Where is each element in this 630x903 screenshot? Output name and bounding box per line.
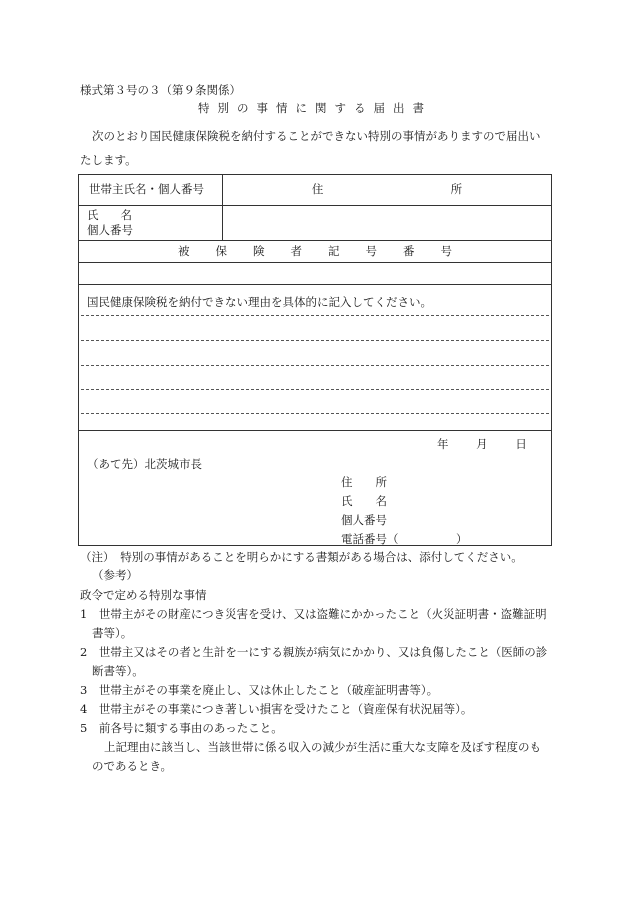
date-month-label: 月 (476, 437, 488, 451)
address-header-b: 所 (450, 182, 463, 197)
signature-area (79, 431, 552, 546)
date-day-label: 日 (515, 437, 527, 451)
reason-label: 国民健康保険税を納付できない理由を具体的に記入してください。 (87, 295, 432, 309)
applicant-phone-label[interactable]: 電話番号（ ） (341, 532, 468, 546)
list-item: 1 世帯主がその財産につき災害を受け、又は盗難にかかったこと（火災証明書・盗難証明書等）。 (80, 607, 547, 640)
reference-label: （参考） (92, 568, 138, 582)
application-form-table (78, 174, 552, 546)
reason-line (81, 315, 549, 316)
insured-number-header: 被保険者記号番号 (79, 241, 552, 263)
address-header (223, 175, 552, 206)
name-label-b: 名 (120, 208, 132, 222)
date-year-label: 年 (437, 437, 449, 451)
reason-line (81, 365, 549, 366)
list-item: 2 世帯主又はその者と生計を一にする親族が病気にかかり、又は負傷したこと（医師の診断書等）。 (80, 645, 548, 678)
name-personal-number-cell (79, 206, 223, 241)
reference-notes (80, 586, 550, 776)
insured-number-input-field[interactable] (79, 263, 552, 285)
intro-text: 次のとおり国民健康保険税を納付することができない特別の事情がありますので届出いたします。 (80, 129, 541, 167)
addressee: （あて先）北茨城市長 (87, 457, 202, 471)
closing-text: 上記理由に該当し、当該世帯に係る収入の減少が生活に重大な支障を及ぼす程度のものであるとき。 (92, 740, 541, 773)
section-title: 政令で定める特別な事情 (80, 588, 207, 602)
list-item: 4 世帯主がその事業につき著しい損害を受けたこと（資産保有状況届等）。 (80, 702, 473, 716)
name-label-a: 氏 (87, 208, 99, 222)
personal-number-label: 個人番号 (87, 223, 133, 237)
address-header-a: 住 (311, 182, 324, 197)
applicant-block (341, 473, 468, 549)
date-field[interactable] (437, 437, 527, 453)
attachment-note: （注） 特別の事情があることを明らかにする書類がある場合は、添付してください。 (80, 550, 523, 564)
list-item: 3 世帯主がその事業を廃止し、又は休止したこと（破産証明書等）。 (80, 683, 439, 697)
form-title: 特別の事情に関する届出書 (198, 101, 432, 115)
householder-name-header: 世帯主氏名・個人番号 (79, 175, 223, 206)
reason-line (81, 413, 549, 414)
address-input-field[interactable] (223, 206, 552, 241)
applicant-name-label[interactable]: 氏 名 (341, 494, 387, 508)
reason-line (81, 389, 549, 390)
reason-input-area[interactable] (79, 285, 552, 431)
applicant-personal-number-label[interactable]: 個人番号 (341, 513, 387, 527)
form-number: 様式第３号の３（第９条関係） (80, 83, 241, 97)
reason-line (81, 340, 549, 341)
applicant-address-label[interactable]: 住 所 (341, 475, 387, 489)
list-item: 5 前各号に類する事由のあったこと。 (80, 721, 283, 735)
